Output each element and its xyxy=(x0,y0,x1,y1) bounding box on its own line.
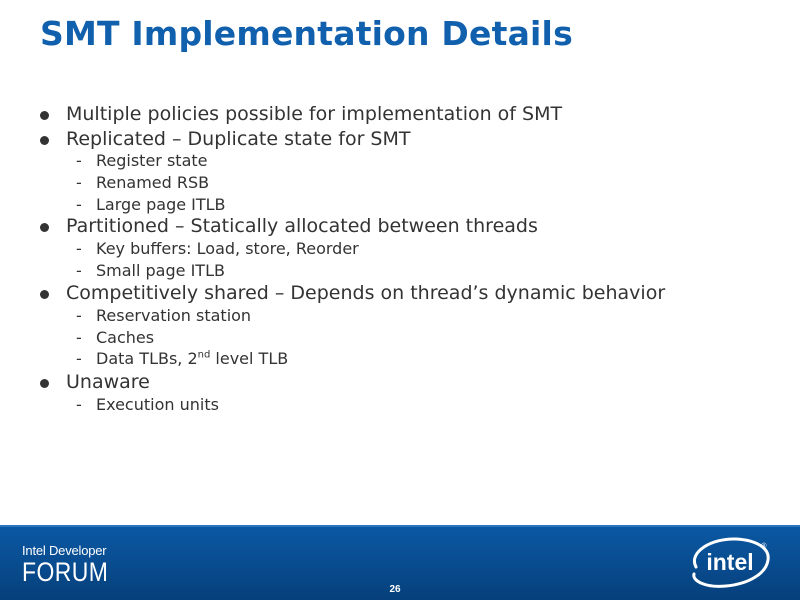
bullet-text: Competitively shared – Depends on thread’s dynamic behavior xyxy=(66,282,666,304)
sub-dash-marker: - xyxy=(76,195,82,214)
idf-logo-line1: Intel Developer xyxy=(22,543,107,558)
sub-text: Small page ITLB xyxy=(96,261,225,280)
sub-dash-marker: - xyxy=(76,306,82,325)
sub-text: Large page ITLB xyxy=(96,195,226,214)
intel-logo-wordmark: intel xyxy=(706,549,754,575)
intel-logo-icon xyxy=(684,534,772,592)
page-number: 26 xyxy=(389,584,401,595)
bullet-dot-icon xyxy=(40,379,49,388)
bullet-dot-icon xyxy=(40,223,49,232)
bullet-text: Partitioned – Statically allocated between threads xyxy=(66,215,538,237)
idf-logo-line2: FORUM xyxy=(22,557,109,587)
bullet-dot-icon xyxy=(40,136,49,145)
sub-dash-marker: - xyxy=(76,261,82,280)
sub-text: Execution units xyxy=(96,395,219,414)
bullet-dot-icon xyxy=(40,111,49,120)
sub-text-part: level TLB xyxy=(210,349,289,368)
bullet-dot-icon xyxy=(40,290,49,299)
sub-dash-marker: - xyxy=(76,328,82,347)
sub-dash-marker: - xyxy=(76,151,82,170)
intel-developer-forum-logo xyxy=(22,544,123,586)
ordinal-superscript: nd xyxy=(197,349,211,361)
sub-text: Key buffers: Load, store, Reorder xyxy=(96,239,359,258)
sub-dash-marker: - xyxy=(76,395,82,414)
sub-text: Register state xyxy=(96,151,208,170)
sub-text: Reservation station xyxy=(96,306,252,325)
sub-text xyxy=(96,349,288,368)
bullet-text: Multiple policies possible for implementation of SMT xyxy=(66,103,563,125)
sub-dash-marker: - xyxy=(76,349,82,368)
bullet-text: Unaware xyxy=(66,371,150,393)
slide-title: SMT Implementation Details xyxy=(40,14,573,53)
bullet-text: Replicated – Duplicate state for SMT xyxy=(66,128,411,150)
sub-text-part: Data TLBs, 2 xyxy=(96,349,198,368)
registered-mark: ® xyxy=(761,543,767,550)
sub-text: Renamed RSB xyxy=(96,173,210,192)
sub-dash-marker: - xyxy=(76,173,82,192)
sub-text: Caches xyxy=(96,328,155,347)
sub-dash-marker: - xyxy=(76,239,82,258)
